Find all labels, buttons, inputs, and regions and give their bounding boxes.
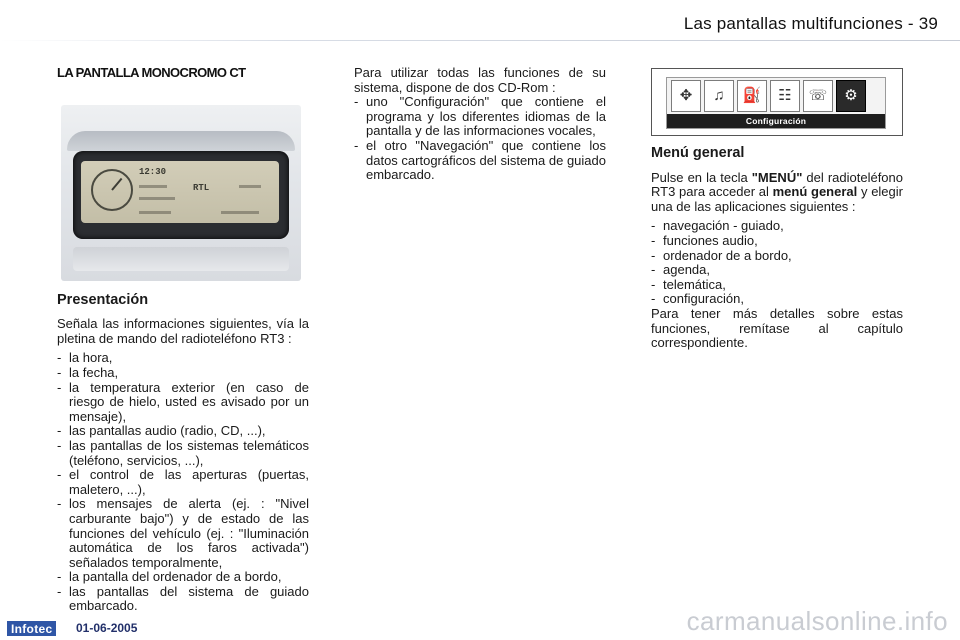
text-fragment: Pulse en la tecla (651, 169, 752, 185)
list-item: - la temperatura exterior (en caso de riesgo de hielo, usted es avisado por un mensaje), (57, 381, 309, 425)
configuration-label: Configuración (667, 114, 885, 128)
navigation-icon: ✥ (671, 80, 701, 112)
menu-icon-row (671, 80, 866, 112)
monochrome-display (73, 151, 289, 239)
text-fragment: y elegir una de las aplicaciones siguientes : (651, 184, 903, 214)
list-item: - telemática, (651, 278, 903, 293)
list-item: - navegación - guiado, (651, 219, 903, 234)
menu-general-closing: Para tener más detalles sobre estas funciones, remítase al capítulo correspondiente. (651, 305, 903, 351)
cdrom-intro: Para utilizar todas las funciones de su sistema, dispone de dos CD-Rom : (354, 65, 606, 95)
dashboard-hood (67, 131, 295, 151)
text-fragment: del radioteléfono RT3 para acceder al (651, 169, 903, 200)
list-item: - la hora, (57, 351, 309, 366)
menu-general-label: menú general (772, 184, 858, 200)
presentacion-list (57, 351, 309, 614)
lcd-station: RTL (193, 182, 210, 193)
watermark: carmanualsonline.info (686, 606, 948, 636)
list-item: - agenda, (651, 263, 903, 278)
page-title: Las pantallas multifunciones - 39 (683, 14, 938, 33)
list-item: - la pantalla del ordenador de a bordo, (57, 570, 309, 585)
column-right (651, 66, 903, 351)
menu-key-label: "MENÚ" (751, 169, 803, 185)
lcd-line (139, 185, 167, 188)
dashboard-photo (61, 105, 301, 281)
phone-icon: ☏ (803, 80, 833, 112)
section-heading: LA PANTALLA MONOCROMO CT (57, 65, 246, 80)
list-item: - la fecha, (57, 366, 309, 381)
configuration-screen-image (651, 68, 903, 136)
list-item: - ordenador de a bordo, (651, 249, 903, 264)
fuel-pump-icon: ⛽ (737, 80, 767, 112)
menu-general-intro (651, 171, 903, 215)
list-item: - las pantallas de los sistemas telemáticos (teléfono, servicios, ...), (57, 439, 309, 468)
cdrom-list (354, 95, 606, 183)
dashboard-vent (73, 247, 289, 271)
list-item: - el otro "Navegación" que contiene los datos cartográficos del sistema de guiado embarcado. (354, 139, 606, 183)
list-item: - las pantallas audio (radio, CD, ...), (57, 424, 309, 439)
lcd-line (139, 211, 171, 214)
presentacion-title: Presentación (57, 291, 149, 308)
agenda-icon: ☷ (770, 80, 800, 112)
configuration-screen (666, 77, 886, 129)
list-item: - funciones audio, (651, 234, 903, 249)
list-item: - las pantallas del sistema de guiado embarcado. (57, 585, 309, 614)
settings-icon: ⚙ (836, 80, 866, 112)
clock-dial-icon (91, 169, 133, 211)
footer-date: 01-06-2005 (76, 621, 138, 635)
lcd-panel (81, 161, 279, 223)
list-item: - configuración, (651, 292, 903, 307)
header-rule (0, 40, 960, 41)
list-item: - uno "Configuración" que contiene el programa y los diferentes idiomas de la pantalla y de las informaciones vocales, (354, 95, 606, 139)
infotec-logo: Infotec (7, 621, 56, 636)
menu-general-title: Menú general (651, 145, 745, 161)
lcd-line (221, 211, 259, 214)
lcd-clock: 12:30 (139, 166, 167, 177)
lcd-line (139, 197, 175, 200)
list-item: - los mensajes de alerta (ej. : "Nivel carburante bajo") y de estado de las funciones del vehículo (ej. : "Iluminación automática de los faros activada") señalados temporalmente, (57, 497, 309, 570)
list-item: - el control de las aperturas (puertas, maletero, ...), (57, 468, 309, 497)
menu-general-list (651, 219, 903, 307)
lcd-line (239, 185, 261, 188)
presentacion-intro: Señala las informaciones siguientes, vía la pletina de mando del radioteléfono RT3 : (57, 316, 309, 346)
column-left (57, 66, 309, 614)
audio-icon: ♫ (704, 80, 734, 112)
column-middle (354, 66, 606, 183)
